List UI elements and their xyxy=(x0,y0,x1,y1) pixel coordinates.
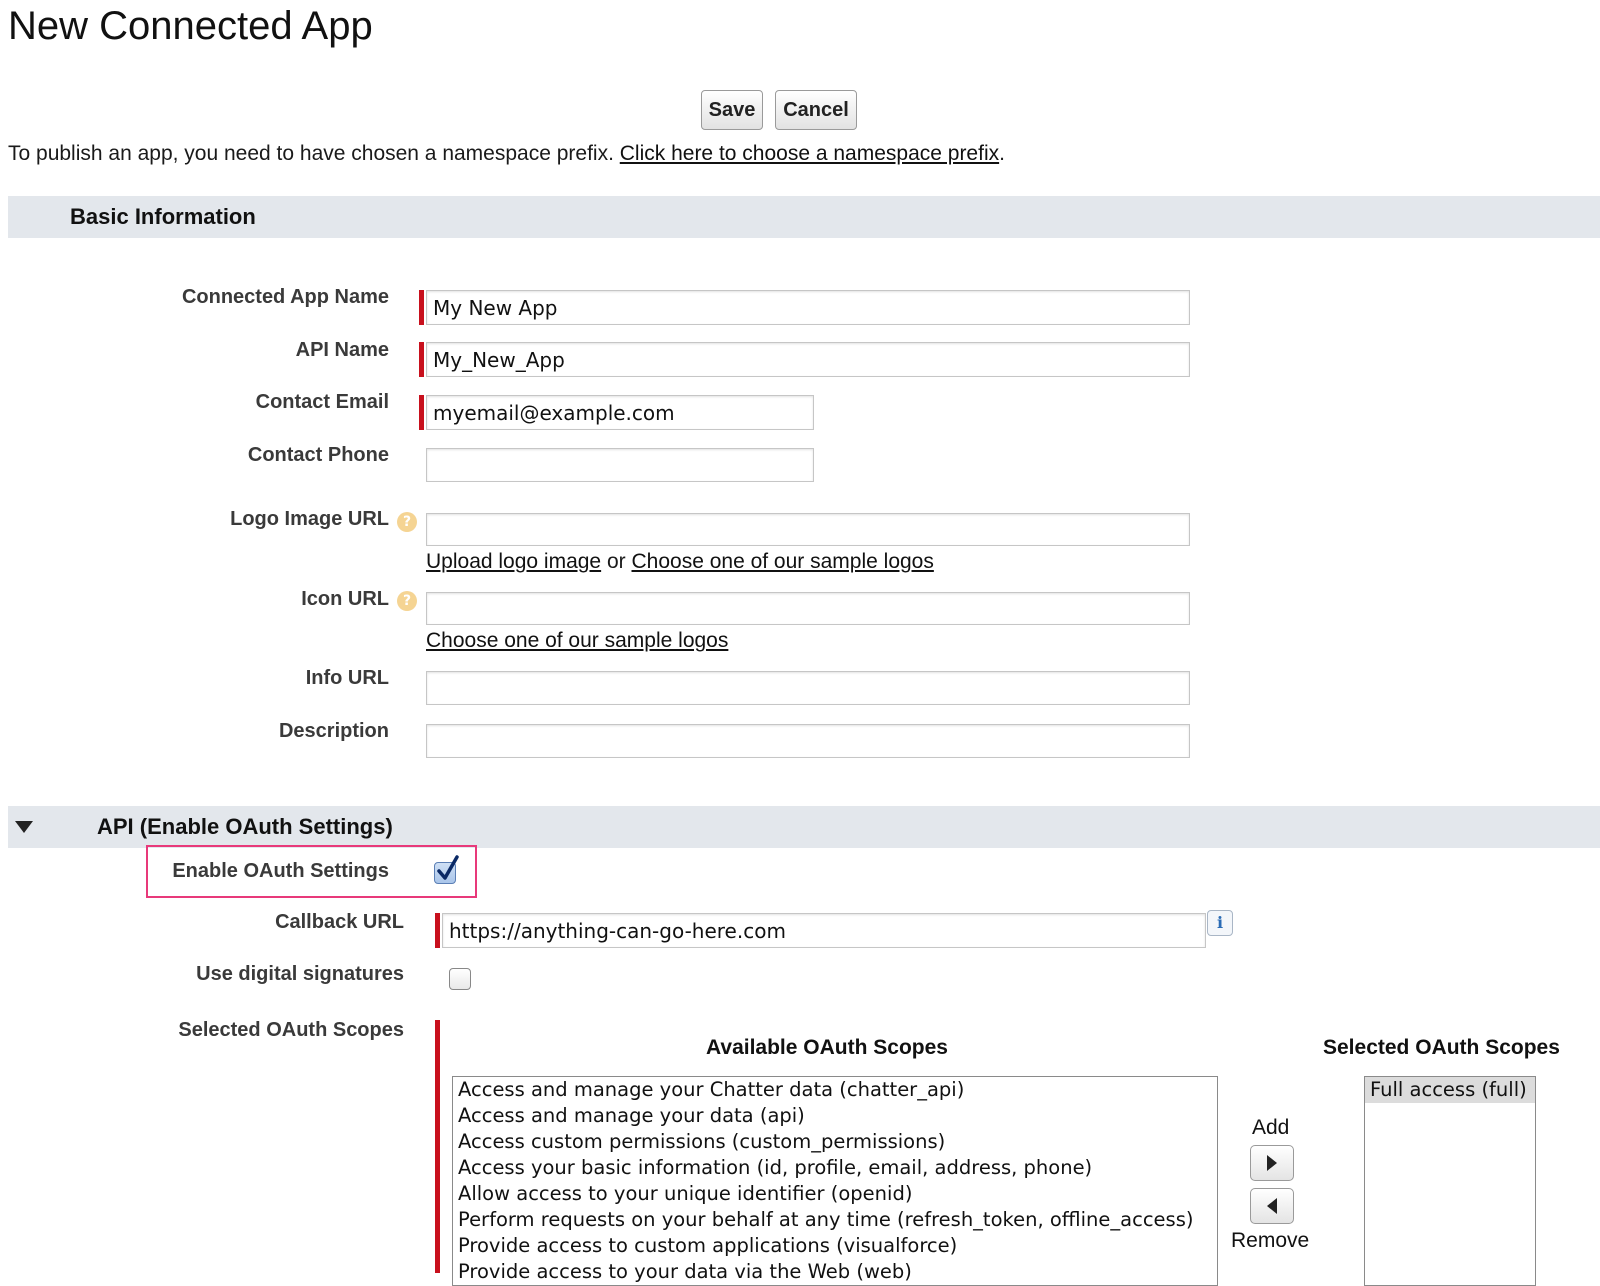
logo-links-or: or xyxy=(606,550,626,573)
icon-url-label: Icon URL xyxy=(301,588,389,610)
scope-option[interactable]: Allow access to your unique identifier (openid) xyxy=(458,1182,913,1205)
info-url-input[interactable] xyxy=(426,671,1190,705)
connected-app-name-input[interactable] xyxy=(426,290,1190,325)
enable-oauth-checkbox[interactable] xyxy=(434,862,456,884)
help-icon[interactable]: ? xyxy=(397,591,417,611)
oauth-scopes-label: Selected OAuth Scopes xyxy=(178,1019,404,1041)
icon-url-input[interactable] xyxy=(426,592,1190,625)
add-label: Add xyxy=(1252,1116,1290,1139)
scope-option[interactable]: Access and manage your data (api) xyxy=(458,1104,805,1127)
selected-scopes-header: Selected OAuth Scopes xyxy=(1323,1036,1560,1059)
scope-option[interactable]: Provide access to custom applications (visualforce) xyxy=(458,1234,958,1257)
contact-email-label: Contact Email xyxy=(255,391,389,413)
required-indicator xyxy=(419,290,424,325)
digital-signatures-label: Use digital signatures xyxy=(196,963,404,985)
upload-logo-link[interactable]: Upload logo image xyxy=(426,550,602,573)
cancel-button[interactable]: Cancel xyxy=(775,90,857,130)
required-indicator xyxy=(419,395,424,430)
remove-scope-button[interactable] xyxy=(1250,1188,1294,1224)
logo-image-url-input[interactable] xyxy=(426,513,1190,546)
scope-option[interactable]: Access your basic information (id, profile, email, address, phone) xyxy=(458,1156,1093,1179)
available-scopes-header: Available OAuth Scopes xyxy=(706,1036,948,1059)
contact-phone-input[interactable] xyxy=(426,448,814,482)
scope-option[interactable]: Access custom permissions (custom_permissions) xyxy=(458,1130,946,1153)
help-icon[interactable]: ? xyxy=(397,512,417,532)
arrow-right-icon xyxy=(1267,1155,1277,1171)
digital-signatures-checkbox[interactable] xyxy=(449,968,471,990)
namespace-notice-text: To publish an app, you need to have chosen a namespace prefix. xyxy=(8,142,620,165)
save-button[interactable]: Save xyxy=(701,90,763,130)
selected-scopes-list[interactable] xyxy=(1364,1076,1536,1286)
add-scope-button[interactable] xyxy=(1250,1145,1294,1181)
description-label: Description xyxy=(278,720,389,742)
basic-information-title: Basic Information xyxy=(70,204,256,229)
logo-links xyxy=(426,550,934,574)
callback-url-label: Callback URL xyxy=(275,911,404,933)
api-name-label: API Name xyxy=(295,339,389,361)
sample-icons-link[interactable]: Choose one of our sample logos xyxy=(426,629,729,652)
page-title: New Connected App xyxy=(8,4,373,48)
sample-logos-link[interactable]: Choose one of our sample logos xyxy=(631,550,934,573)
required-indicator xyxy=(435,913,440,948)
collapse-toggle-icon[interactable] xyxy=(14,821,34,835)
required-indicator xyxy=(419,342,424,377)
info-icon[interactable]: i xyxy=(1207,910,1233,936)
api-section-title: API (Enable OAuth Settings) xyxy=(97,814,393,839)
available-scopes-list[interactable] xyxy=(452,1076,1218,1286)
arrow-left-icon xyxy=(1267,1198,1277,1214)
remove-label: Remove xyxy=(1231,1229,1310,1252)
api-name-input[interactable] xyxy=(426,342,1190,377)
description-input[interactable] xyxy=(426,724,1190,758)
icon-links xyxy=(426,629,728,653)
choose-namespace-link[interactable]: Click here to choose a namespace prefix xyxy=(619,142,1000,165)
connected-app-name-label: Connected App Name xyxy=(181,286,389,308)
scope-option[interactable]: Access and manage your Chatter data (chatter_api) xyxy=(458,1078,965,1101)
namespace-notice xyxy=(8,142,1005,166)
required-indicator xyxy=(435,1020,440,1273)
contact-email-input[interactable] xyxy=(426,395,814,430)
namespace-notice-trailing: . xyxy=(999,142,1005,165)
scope-option[interactable]: Full access (full) xyxy=(1365,1077,1535,1103)
scope-option[interactable]: Perform requests on your behalf at any time (refresh_token, offline_access) xyxy=(458,1208,1194,1231)
enable-oauth-label: Enable OAuth Settings xyxy=(172,860,389,882)
contact-phone-label: Contact Phone xyxy=(247,444,389,466)
logo-image-url-label: Logo Image URL xyxy=(230,508,389,530)
info-url-label: Info URL xyxy=(305,667,389,689)
scope-option[interactable]: Provide access to your data via the Web (web) xyxy=(458,1260,912,1283)
callback-url-input[interactable] xyxy=(442,913,1206,948)
checkmark-icon xyxy=(435,855,461,883)
